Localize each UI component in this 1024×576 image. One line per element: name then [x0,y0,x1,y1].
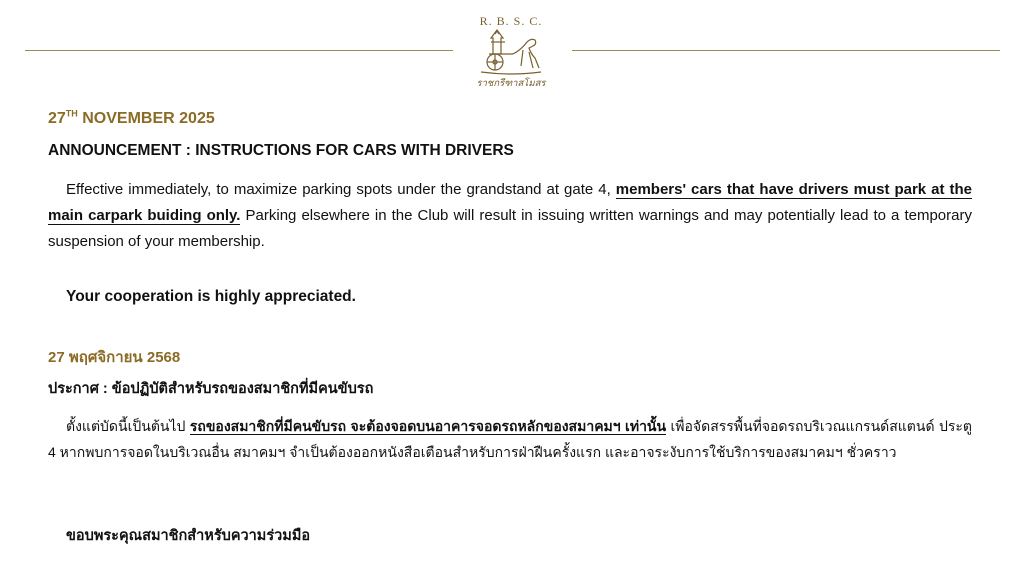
english-closing: Your cooperation is highly appreciated. [66,288,356,305]
date-ordinal: TH [65,109,78,119]
logo-thai-name: ราชกรีฑาสโมสร [476,78,546,89]
date-month-year: NOVEMBER 2025 [77,110,215,128]
thai-paragraph [48,413,972,465]
english-para-intro: Effective immediately, to maximize parking spots under the grandstand at gate 4, [66,181,616,198]
english-title: ANNOUNCEMENT : INSTRUCTIONS FOR CARS WITH DRIVERS [48,142,514,159]
logo-letters: R. B. S. C. [479,14,543,28]
thai-date: 27 พฤศจิกายน 2568 [48,349,181,366]
english-para-rest: Parking elsewhere in the Club will result in issuing written warnings and may potentially lead to a temporary suspension of your membership. [48,207,972,250]
english-paragraph [48,177,972,255]
thai-para-intro: ตั้งแต่บัดนี้เป็นต้นไป [66,418,190,434]
header-rule-left [25,50,453,51]
thai-para-emphasis: รถของสมาชิกที่มีคนขับรถ จะต้องจอดบนอาคารจอดรถหลักของสมาคมฯ เท่านั้น [189,418,667,434]
carriage-emblem-icon [477,28,545,78]
club-logo [463,14,559,94]
thai-closing: ขอบพระคุณสมาชิกสำหรับความร่วมมือ [66,528,311,544]
english-date [48,109,972,128]
thai-title: ประกาศ : ข้อปฏิบัติสำหรับรถของสมาชิกที่มีคนขับรถ [48,381,374,397]
english-para-emphasis: members' cars that have drivers must park at the main carpark buiding only. [48,181,972,224]
date-day: 27 [48,110,66,128]
thai-para-rest: เพื่อจัดสรรพื้นที่จอดรถบริเวณแกรนด์สแตนด์ ประตู 4 หากพบการจอดในบริเวณอื่น สมาคมฯ จำเป็นต้องออกหนังสือเตือนสำหรับการฝ่าฝืนครั้งแรก และอาจระงับการใช้บริการของสมาคมฯ ชั่วคราว [48,418,972,460]
header-rule-right [572,50,1000,51]
